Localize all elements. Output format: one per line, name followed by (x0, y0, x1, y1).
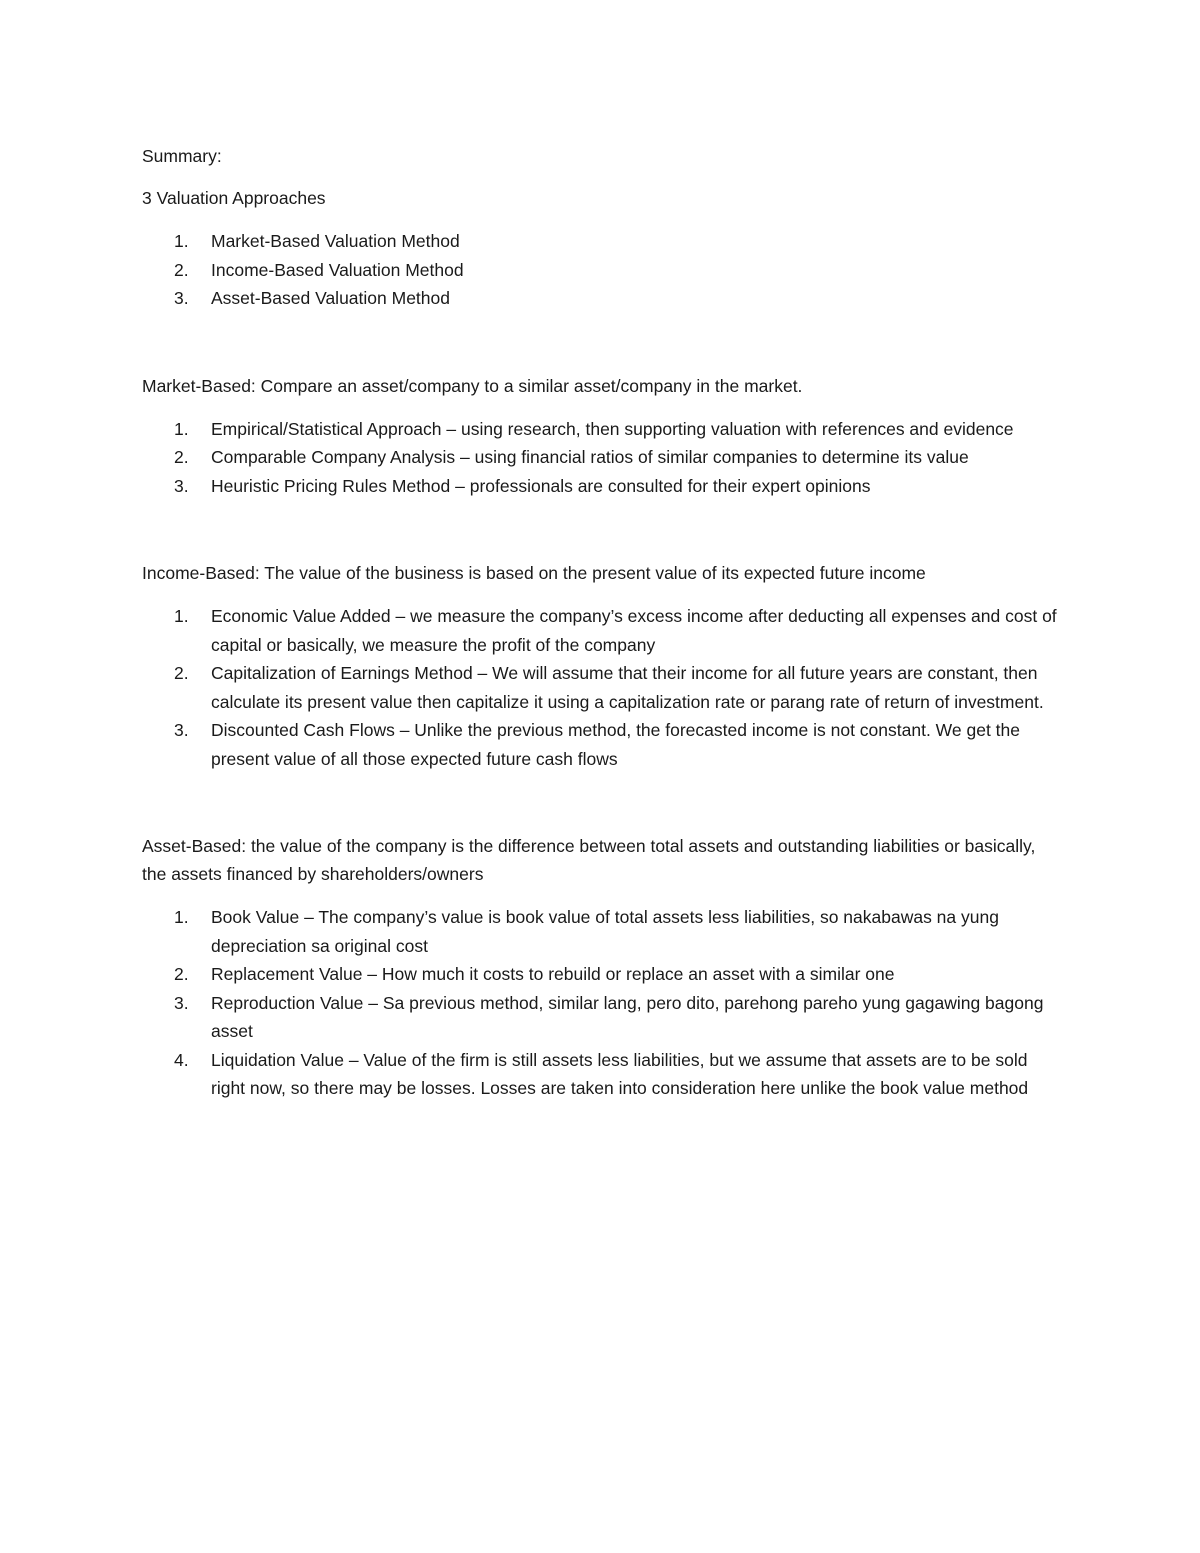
list-item (142, 659, 1062, 716)
list-item-text: Economic Value Added – we measure the company’s excess income after deducting all expenses and cost of capital or basically, we measure the profit of the company (211, 606, 1057, 655)
approaches-list (142, 227, 1062, 313)
list-item (142, 960, 1062, 989)
asset-heading: Asset-Based: the value of the company is the difference between total assets and outstanding liabilities or basically, the assets financed by shareholders/owners (142, 836, 1036, 884)
list-item-text: Market-Based Valuation Method (211, 231, 460, 251)
list-item (142, 227, 1062, 256)
list-number: 2. (174, 964, 189, 984)
list-item (142, 472, 1062, 501)
list-item-text: Heuristic Pricing Rules Method – professionals are consulted for their expert opinions (211, 475, 871, 496)
list-number: 1. (174, 606, 189, 626)
list-item (142, 256, 1062, 285)
list-item-text: Reproduction Value – Sa previous method, similar lang, pero dito, parehong pareho yung gagawing bagong asset (211, 992, 1044, 1041)
income-list (142, 602, 1062, 773)
approaches-heading: 3 Valuation Approaches (142, 188, 326, 208)
income-heading: Income-Based: The value of the business is based on the present value of its expected future income (142, 563, 926, 583)
list-item (142, 903, 1062, 960)
list-number: 2. (174, 447, 189, 467)
list-number: 1. (174, 907, 189, 927)
list-item-text: Asset-Based Valuation Method (211, 288, 450, 308)
list-item (142, 716, 1062, 773)
list-item-text: Replacement Value – How much it costs to rebuild or replace an asset with a similar one (211, 964, 895, 984)
list-item-text: Comparable Company Analysis – using financial ratios of similar companies to determine its value (211, 447, 969, 467)
list-number: 2. (174, 259, 189, 280)
list-item-text: Discounted Cash Flows – Unlike the previous method, the forecasted income is not constant. We get the present value of all those expected future cash flows (211, 720, 1020, 769)
list-item (142, 602, 1062, 659)
list-number: 1. (174, 418, 189, 439)
list-item-text: Capitalization of Earnings Method – We will assume that their income for all future years are constant, then calculate its present value then capitalize it using a capitalization rate or parang rate of return of investment. (211, 663, 1044, 712)
list-item (142, 989, 1062, 1046)
list-item-text: Income-Based Valuation Method (211, 259, 464, 280)
list-number: 2. (174, 663, 189, 683)
list-number: 3. (174, 992, 189, 1013)
list-number: 3. (174, 475, 189, 496)
summary-label: Summary: (142, 146, 222, 166)
document-page (142, 142, 1062, 1103)
list-item (142, 1046, 1062, 1103)
list-item (142, 284, 1062, 313)
market-heading: Market-Based: Compare an asset/company to a similar asset/company in the market. (142, 375, 803, 396)
list-number: 3. (174, 720, 189, 740)
list-item (142, 443, 1062, 472)
market-list (142, 415, 1062, 501)
list-number: 3. (174, 288, 189, 308)
list-number: 1. (174, 231, 189, 251)
list-item-text: Liquidation Value – Value of the firm is still assets less liabilities, but we assume that assets are to be sold right now, so there may be losses. Losses are taken into consideration here unlike the book value method (211, 1049, 1029, 1098)
list-item (142, 415, 1062, 444)
list-item-text: Empirical/Statistical Approach – using research, then supporting valuation with references and evidence (211, 418, 1014, 439)
list-item-text: Book Value – The company’s value is book value of total assets less liabilities, so nakabawas na yung depreciation sa original cost (211, 907, 999, 956)
list-number: 4. (174, 1049, 189, 1070)
asset-list (142, 903, 1062, 1103)
